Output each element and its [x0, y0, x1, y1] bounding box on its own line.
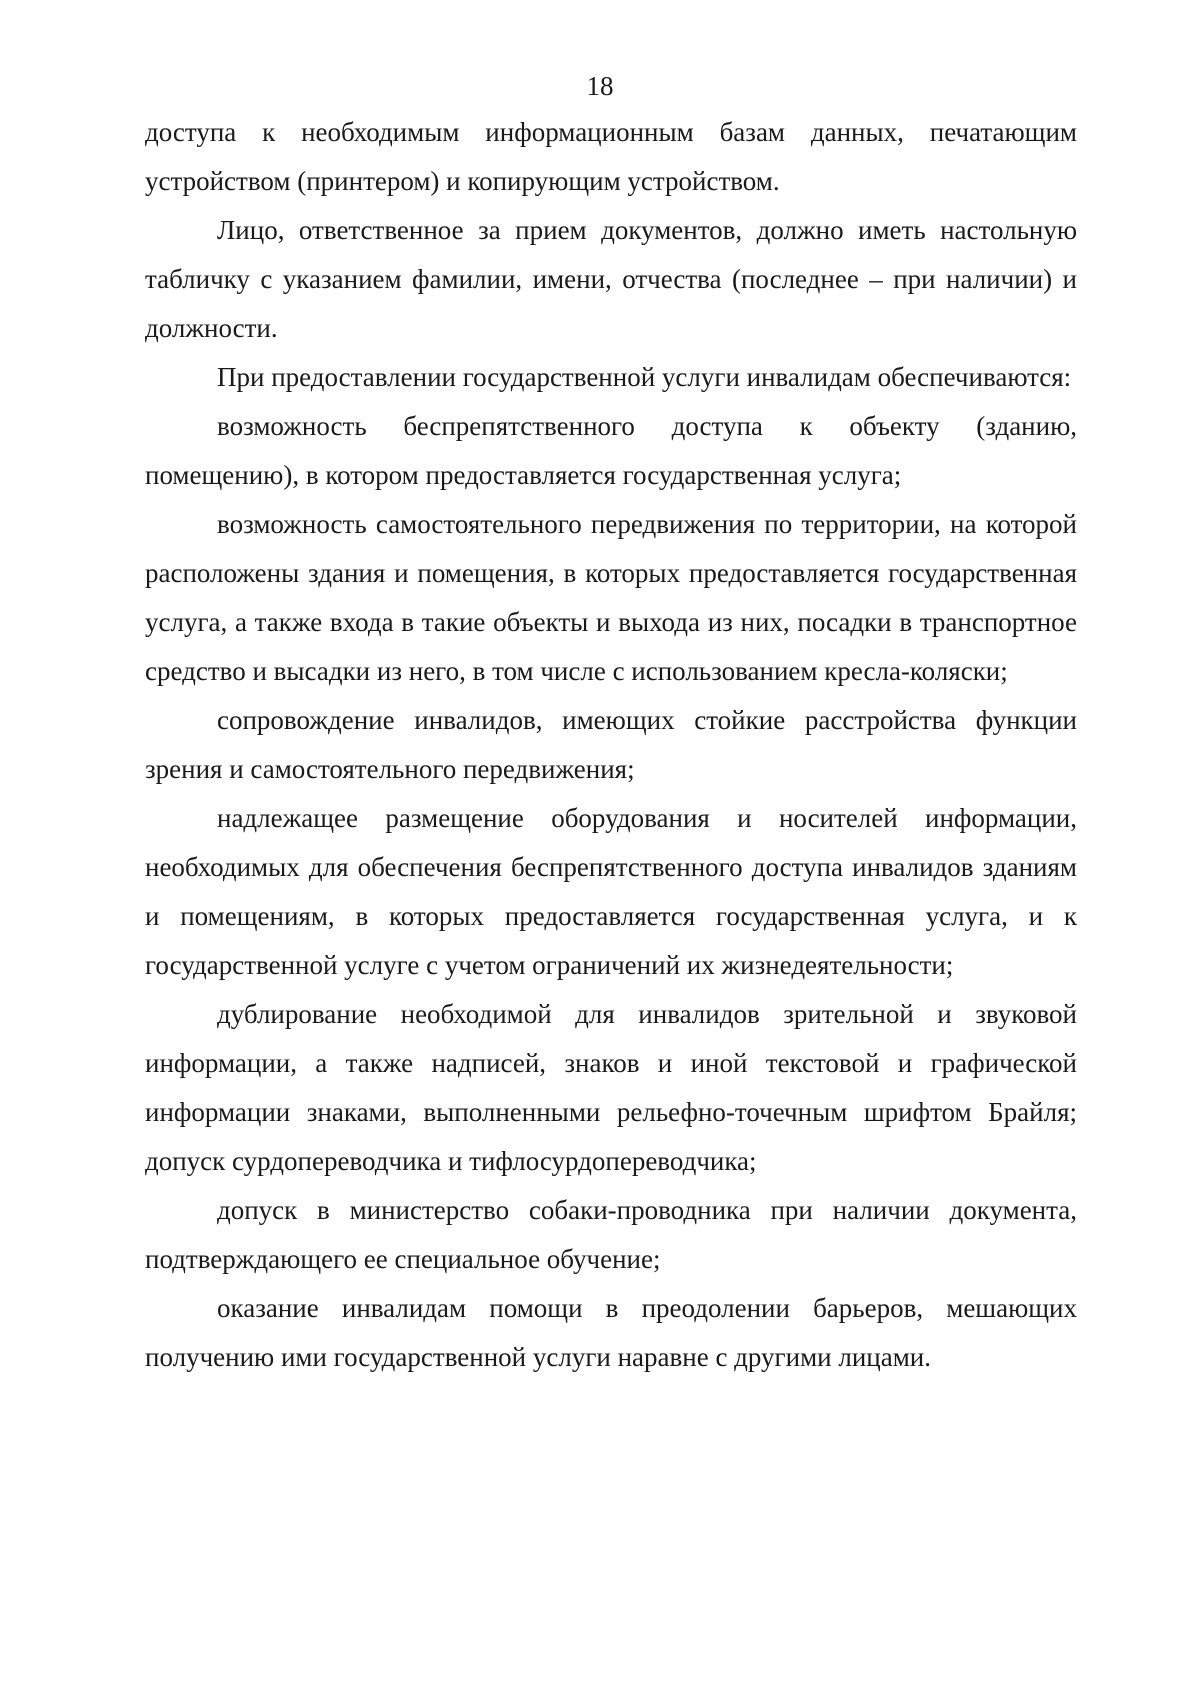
paragraph: надлежащее размещение оборудования и носителей информации, необходимых для обеспечения беспрепятственного доступа инвалидов зданиям и помещениям, в которых предоставляется государственная услуга, и к государственной услуге с учетом ограничений их жизнедеятельности;: [145, 803, 1077, 980]
paragraph: допуск в министерство собаки-проводника при наличии документа, подтверждающего ее специальное обучение;: [145, 1195, 1077, 1274]
paragraph: При предоставлении государственной услуги инвалидам обеспечиваются:: [217, 362, 1072, 392]
paragraph: Лицо, ответственное за прием документов, должно иметь настольную табличку с указанием фамилии, имени, отчества (последнее – при наличии) и должности.: [145, 215, 1077, 343]
paragraph: оказание инвалидам помощи в преодолении барьеров, мешающих получению ими государственной услуги наравне с другими лицами.: [145, 1293, 1077, 1372]
paragraph: дублирование необходимой для инвалидов зрительной и звуковой информации, а также надписей, знаков и иной текстовой и графической информации знаками, выполненными рельефно-точечным шрифтом Брайля; допуск сурдопереводчика и тифлосурдопереводчика;: [145, 999, 1077, 1176]
paragraph: сопровождение инвалидов, имеющих стойкие расстройства функции зрения и самостоятельного передвижения;: [145, 705, 1077, 784]
paragraph: доступа к необходимым информационным базам данных, печатающим устройством (принтером) и копирующим устройством.: [145, 117, 1077, 196]
paragraph: возможность беспрепятственного доступа к объекту (зданию, помещению), в котором предоставляется государственная услуга;: [145, 411, 1077, 490]
paragraph: возможность самостоятельного передвижения по территории, на которой расположены здания и помещения, в которых предоставляется государственная услуга, а также входа в такие объекты и выхода из них, посадки в транспортное средство и высадки из него, в том числе с использованием кресла-коляски;: [145, 509, 1077, 686]
page-number: 18: [586, 71, 614, 101]
document-body: [145, 108, 1077, 1382]
